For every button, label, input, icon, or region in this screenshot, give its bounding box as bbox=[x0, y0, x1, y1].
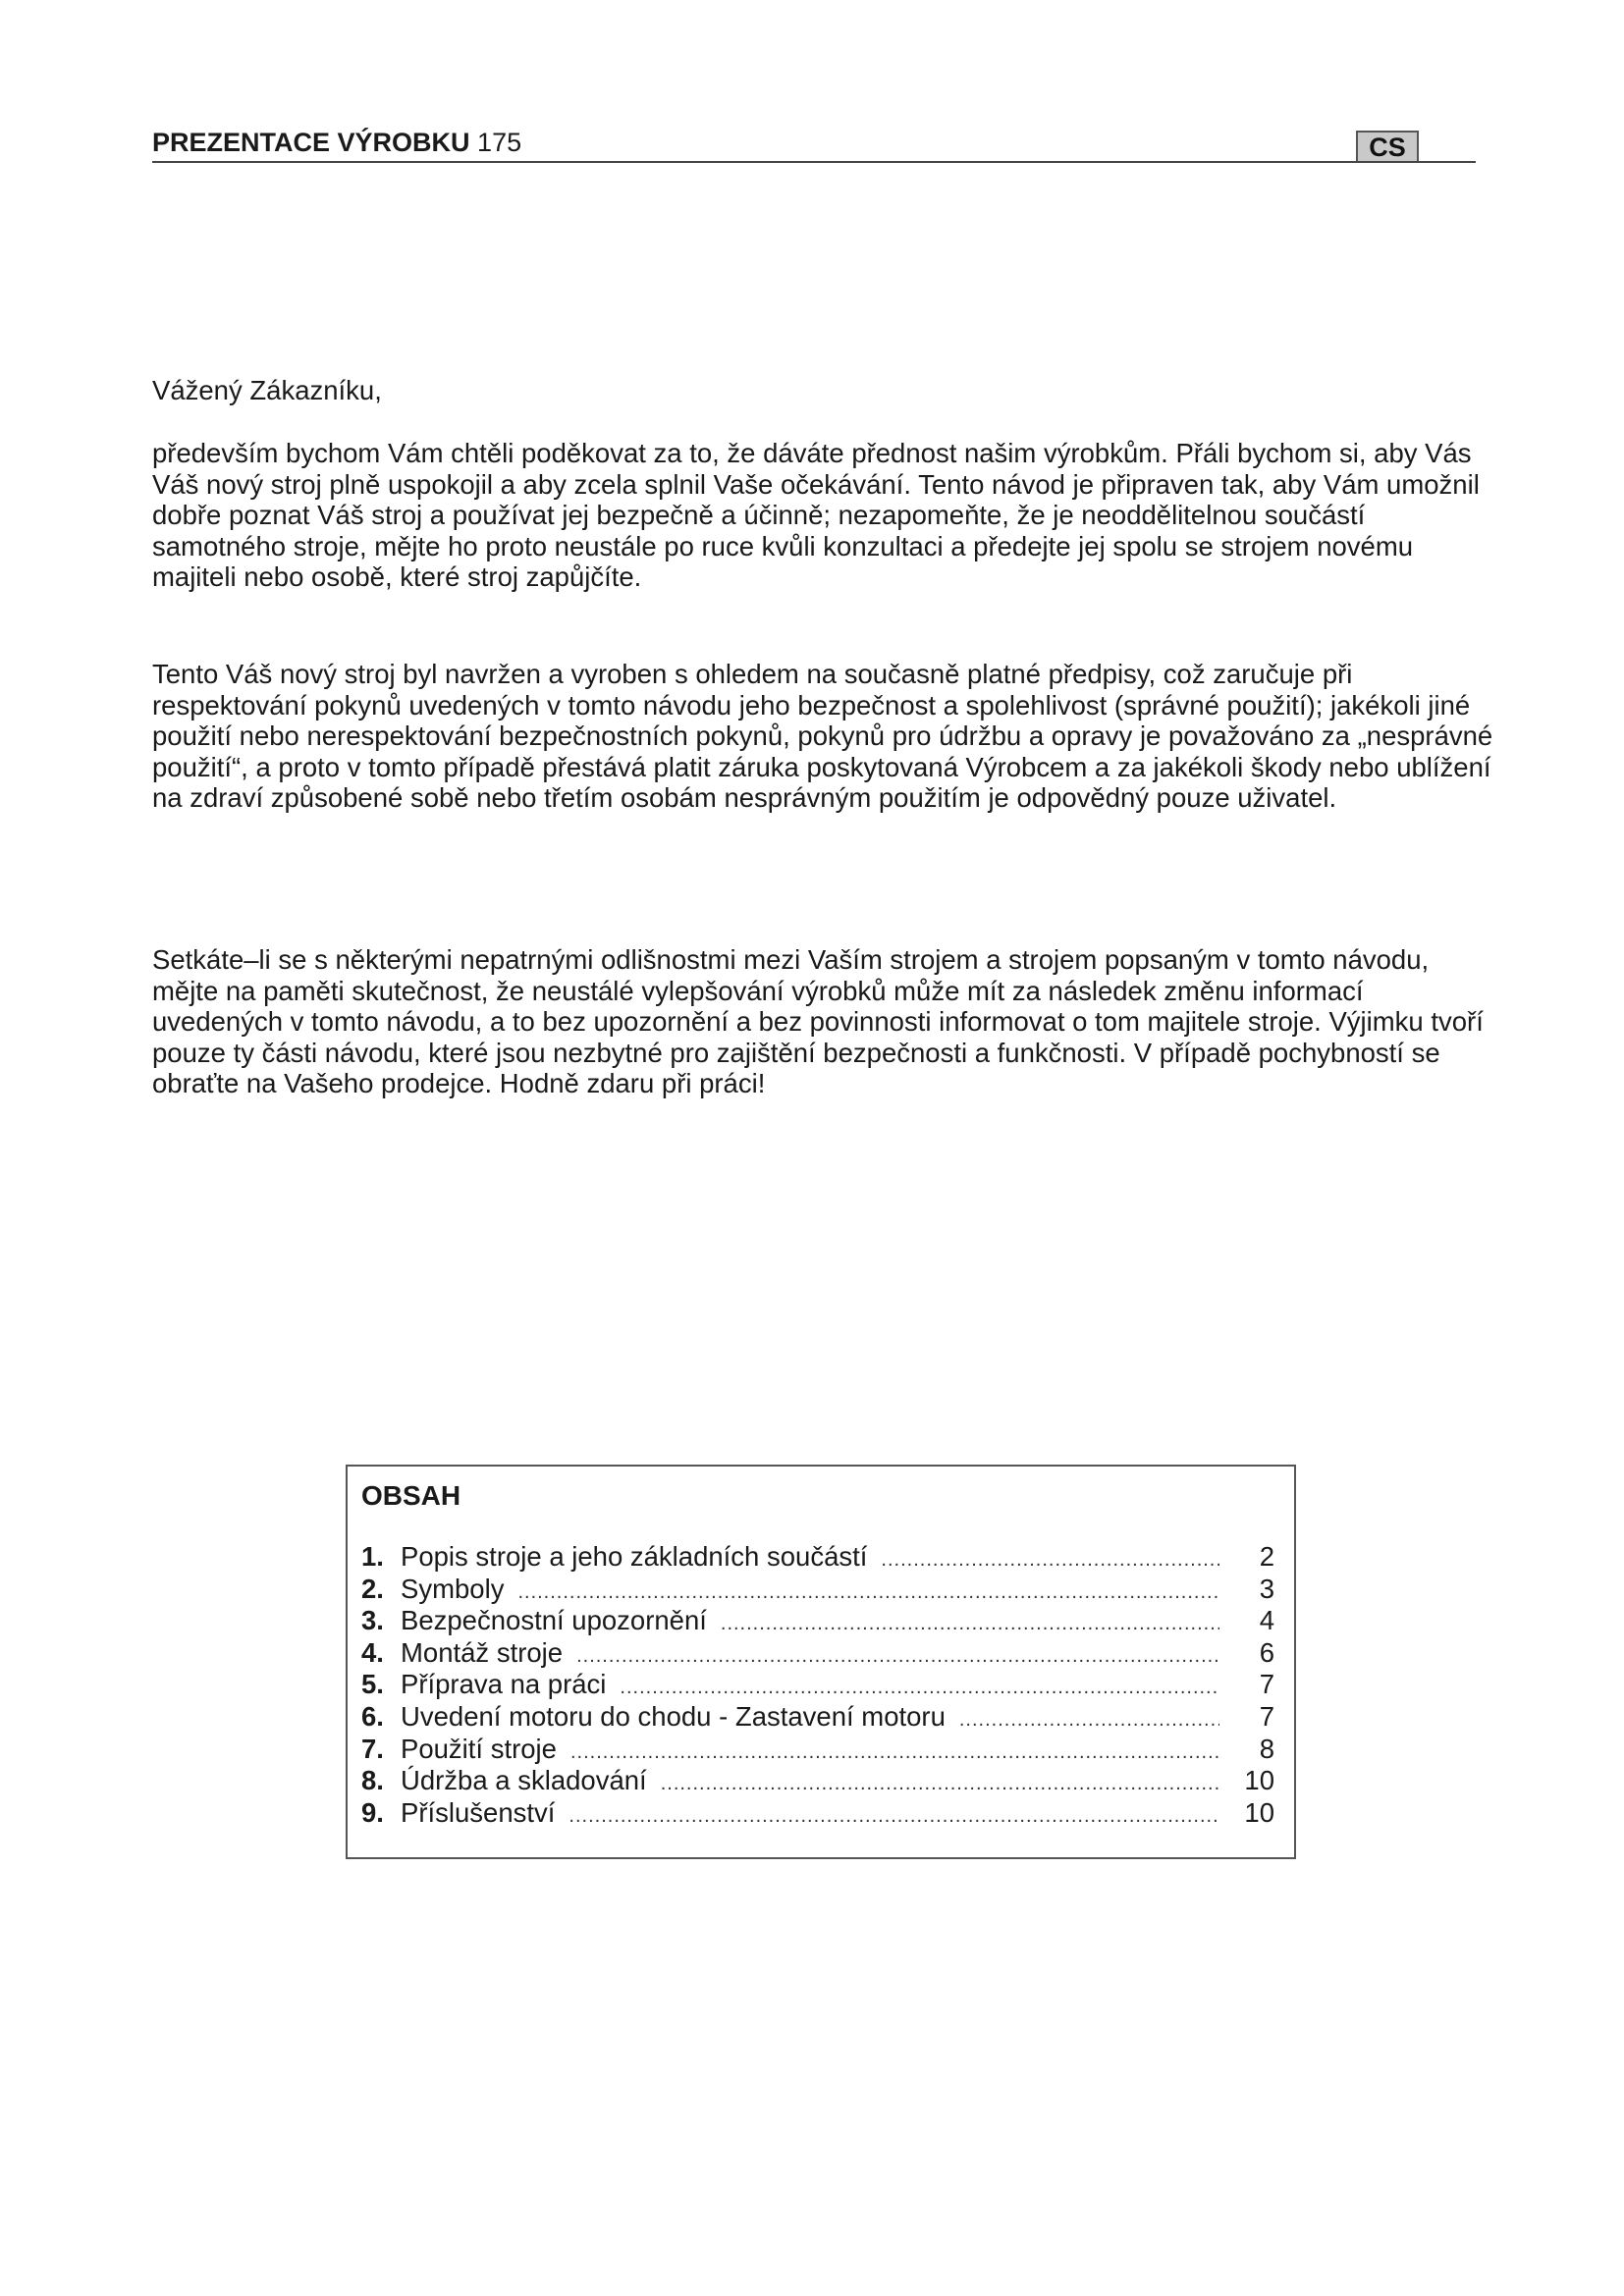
toc-item bbox=[361, 1541, 1274, 1574]
toc-item bbox=[361, 1637, 1274, 1670]
toc-item bbox=[361, 1605, 1274, 1637]
toc-item-label: Příslušenství bbox=[401, 1796, 556, 1828]
toc-item-label: Použití stroje bbox=[401, 1733, 557, 1764]
toc-item-number: 6. bbox=[361, 1700, 384, 1732]
paragraph-intro: především bychom Vám chtěli poděkovat za to, že dáváte přednost našim výrobkům. Přáli bychom si, aby Vás Váš nový stroj plně uspokojil a aby zcela splnil Vaše očekávání. Tento návod je připraven tak, aby Vám umožnil dobře poznat Váš stroj a používat jej bezpečně a účinně; nezapomeňte, že je neoddělitelnou součástí samotného stroje, mějte ho proto neustále po ruce kvůli konzultaci a předejte jej spolu se strojem novému majiteli nebo osobě, které stroj zapůjčíte. bbox=[152, 438, 1480, 592]
greeting: Vážený Zákazníku, bbox=[152, 375, 382, 405]
page-title bbox=[152, 128, 521, 157]
toc-item-number: 2. bbox=[361, 1573, 384, 1604]
toc-dot-leader bbox=[517, 1576, 1219, 1608]
paragraph-differences: Setkáte–li se s některými nepatrnými odlišnostmi mezi Vaším strojem a strojem popsaným v tomto návodu, mějte na paměti skutečnost, že neustálé vylepšování výrobků může mít za následek změnu informací uvedených v tomto návodu, a to bez upozornění a bez povinnosti informovat o tom majitele stroje. Výjimku tvoří pouze ty části návodu, které jsou nezbytné pro zajištění bezpečnosti a funkčnosti. V případě pochybností se obraťte na Vašeho prodejce. Hodně zdaru při práci! bbox=[152, 944, 1484, 1098]
toc-item-label: Symboly bbox=[401, 1573, 505, 1604]
paragraph-safety: Tento Váš nový stroj byl navržen a vyroben s ohledem na současně platné předpisy, což zaručuje při respektování pokynů uvedených v tomto návodu jeho bezpečnost a spolehlivost (správné použití); jakékoli jiné použití nebo nerespektování bezpečnostních pokynů, pokynů pro údržbu a opravy je považováno za „nesprávné použití“, a proto v tomto případě přestává platit záruka poskytovaná Výrobcem a za jakékoli škody nebo ublížení na zdraví způsobené sobě nebo třetím osobám nesprávným použitím je odpovědný pouze uživatel. bbox=[152, 659, 1493, 813]
toc-dot-leader bbox=[576, 1640, 1219, 1672]
toc-dot-leader bbox=[959, 1704, 1219, 1735]
toc-item bbox=[361, 1765, 1274, 1797]
language-badge: CS bbox=[1356, 131, 1419, 161]
toc-item-number: 1. bbox=[361, 1541, 384, 1572]
toc-item-number: 4. bbox=[361, 1636, 384, 1668]
toc-item-number: 7. bbox=[361, 1733, 384, 1764]
toc-item-label: Údržba a skladování bbox=[401, 1765, 647, 1796]
toc-item-page: 10 bbox=[1244, 1796, 1274, 1828]
toc-item-page: 6 bbox=[1259, 1636, 1274, 1668]
toc-item bbox=[361, 1701, 1274, 1734]
toc-item-page: 7 bbox=[1259, 1700, 1274, 1732]
toc-dot-leader bbox=[661, 1768, 1219, 1799]
toc-item-page: 4 bbox=[1259, 1605, 1274, 1636]
toc-item bbox=[361, 1797, 1274, 1830]
toc-item-number: 3. bbox=[361, 1605, 384, 1636]
toc-item-page: 7 bbox=[1259, 1669, 1274, 1700]
toc-item-page: 2 bbox=[1259, 1541, 1274, 1572]
toc-dot-leader bbox=[568, 1800, 1219, 1832]
table-of-contents bbox=[346, 1465, 1296, 1859]
page-header bbox=[152, 126, 1476, 163]
toc-dot-leader bbox=[721, 1608, 1219, 1639]
toc-item-number: 5. bbox=[361, 1669, 384, 1700]
toc-item-label: Bezpečnostní upozornění bbox=[401, 1605, 707, 1636]
toc-item-label: Uvedení motoru do chodu - Zastavení motoru bbox=[401, 1700, 946, 1732]
toc-item-page: 10 bbox=[1244, 1765, 1274, 1796]
toc-dot-leader bbox=[570, 1736, 1219, 1768]
toc-dot-leader bbox=[881, 1544, 1219, 1575]
toc-list bbox=[361, 1541, 1274, 1829]
toc-item-label: Montáž stroje bbox=[401, 1636, 564, 1668]
toc-item-label: Příprava na práci bbox=[401, 1669, 607, 1700]
toc-item-page: 8 bbox=[1259, 1733, 1274, 1764]
toc-dot-leader bbox=[620, 1672, 1219, 1703]
page-number: 175 bbox=[477, 128, 522, 157]
section-title: PREZENTACE VÝROBKU bbox=[152, 128, 470, 157]
toc-title: OBSAH bbox=[361, 1480, 461, 1511]
toc-item bbox=[361, 1574, 1274, 1606]
toc-item-label: Popis stroje a jeho základních součástí bbox=[401, 1541, 868, 1572]
toc-item-number: 8. bbox=[361, 1765, 384, 1796]
toc-item bbox=[361, 1734, 1274, 1766]
toc-item-number: 9. bbox=[361, 1796, 384, 1828]
toc-item bbox=[361, 1669, 1274, 1701]
toc-item-page: 3 bbox=[1259, 1573, 1274, 1604]
